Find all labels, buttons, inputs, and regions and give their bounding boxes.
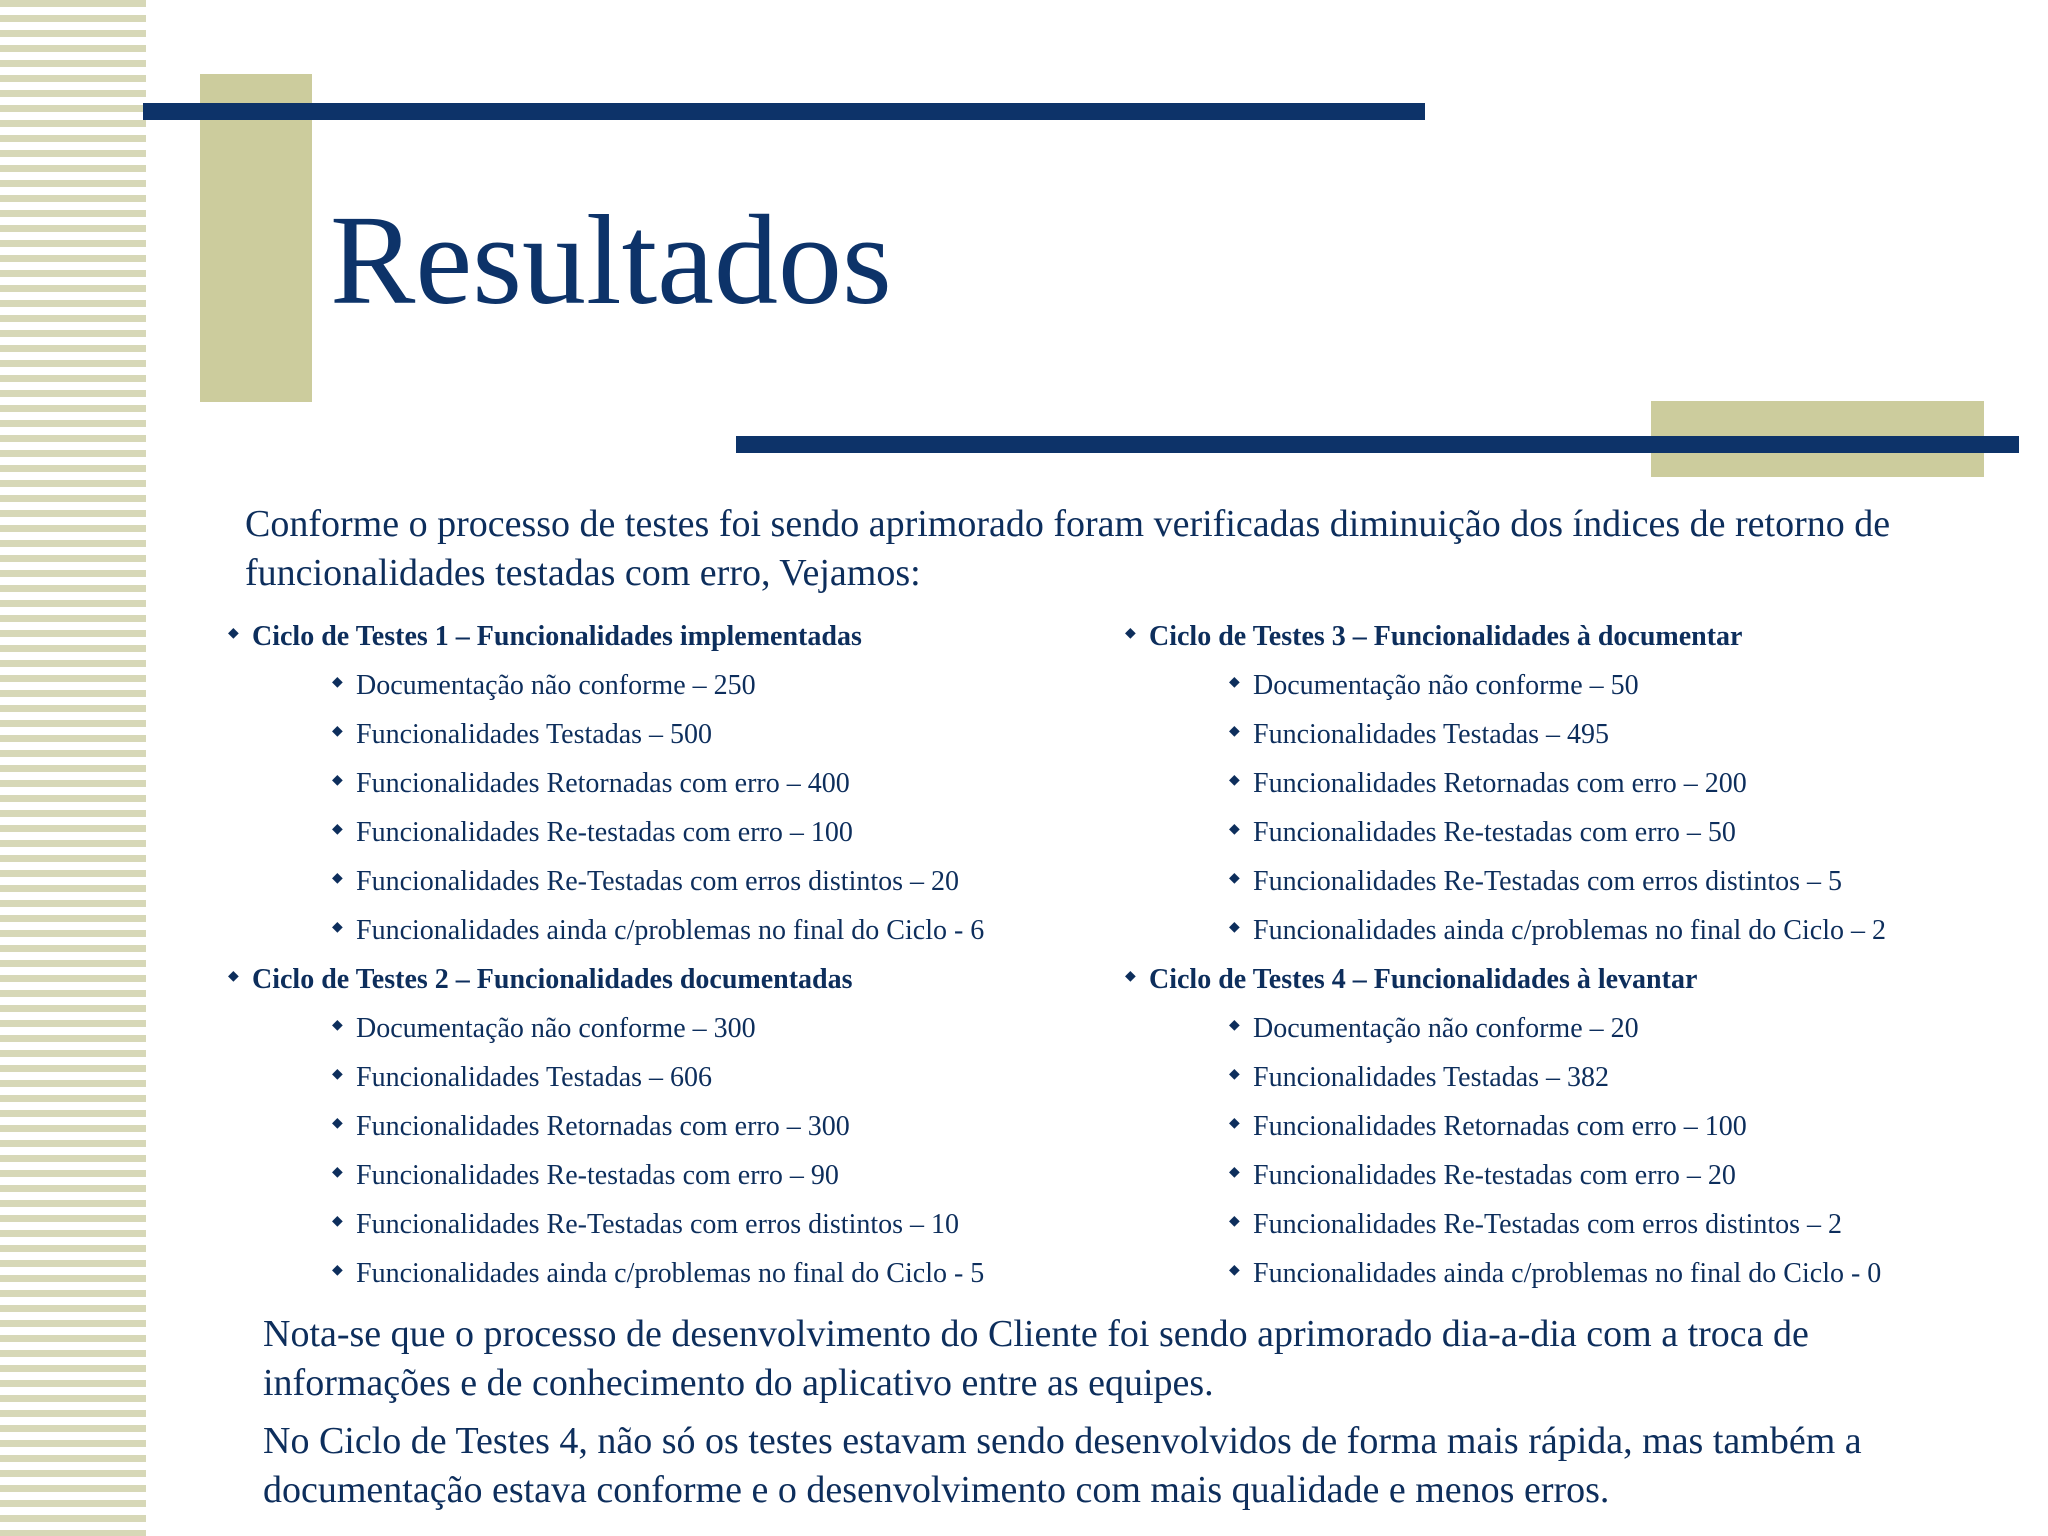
cycles-column-right	[1123, 612, 2003, 1298]
cycle-item	[226, 661, 1106, 710]
cycle-item	[1123, 1004, 2003, 1053]
slide-title: Resultados	[330, 189, 892, 331]
cycle-item	[226, 1151, 1106, 1200]
cycle-item	[226, 1200, 1106, 1249]
diamond-bullet-icon: ◆	[1125, 626, 1136, 641]
diamond-bullet-icon: ◆	[228, 969, 239, 984]
diamond-bullet-icon: ◆	[332, 1116, 343, 1131]
cycle-item-text: Funcionalidades Re-testadas com erro – 20	[1253, 1160, 1736, 1191]
diamond-bullet-icon: ◆	[332, 1018, 343, 1033]
diamond-bullet-icon: ◆	[332, 1214, 343, 1229]
cycle-heading-text: Ciclo de Testes 3 – Funcionalidades à documentar	[1149, 621, 1743, 652]
conclusion-notes	[263, 1310, 1993, 1524]
cycle-heading	[226, 955, 1106, 1004]
cycle-item-text: Funcionalidades Retornadas com erro – 200	[1253, 768, 1747, 799]
cycle-item-text: Funcionalidades Testadas – 382	[1253, 1062, 1610, 1093]
navy-rule-top	[143, 103, 1425, 120]
cycle-item	[226, 1053, 1106, 1102]
cycle-item	[1123, 1249, 2003, 1298]
cycle-item-text: Documentação não conforme – 300	[356, 1013, 756, 1044]
cycle-item-text: Funcionalidades Re-Testadas com erros distintos – 2	[1253, 1209, 1843, 1240]
decorative-stripes	[0, 0, 146, 1536]
diamond-bullet-icon: ◆	[332, 920, 343, 935]
cycle-item-text: Documentação não conforme – 50	[1253, 670, 1639, 701]
diamond-bullet-icon: ◆	[1229, 1116, 1240, 1131]
diamond-bullet-icon: ◆	[1229, 1263, 1240, 1278]
cycle-item-text: Funcionalidades ainda c/problemas no final do Ciclo - 6	[356, 915, 985, 946]
diamond-bullet-icon: ◆	[332, 724, 343, 739]
cycle-heading	[1123, 612, 2003, 661]
navy-rule-bottom	[736, 436, 2019, 453]
diamond-bullet-icon: ◆	[1229, 920, 1240, 935]
cycle-item	[1123, 808, 2003, 857]
diamond-bullet-icon: ◆	[1125, 969, 1136, 984]
cycle-item	[226, 1004, 1106, 1053]
diamond-bullet-icon: ◆	[332, 675, 343, 690]
diamond-bullet-icon: ◆	[332, 871, 343, 886]
diamond-bullet-icon: ◆	[1229, 1165, 1240, 1180]
diamond-bullet-icon: ◆	[332, 1263, 343, 1278]
cycle-item	[1123, 1102, 2003, 1151]
cycle-item	[1123, 1200, 2003, 1249]
diamond-bullet-icon: ◆	[1229, 675, 1240, 690]
cycle-item	[1123, 1151, 2003, 1200]
diamond-bullet-icon: ◆	[332, 1067, 343, 1082]
cycle-item-text: Funcionalidades Testadas – 495	[1253, 719, 1610, 750]
cycle-item-text: Documentação não conforme – 20	[1253, 1013, 1639, 1044]
cycle-item-text: Funcionalidades Re-Testadas com erros distintos – 10	[356, 1209, 960, 1240]
cycle-heading	[226, 612, 1106, 661]
cycles-column-left	[226, 612, 1106, 1298]
cycle-item	[226, 1102, 1106, 1151]
cycle-item	[1123, 759, 2003, 808]
cycle-item	[1123, 710, 2003, 759]
cycle-item-text: Documentação não conforme – 250	[356, 670, 756, 701]
diamond-bullet-icon: ◆	[332, 822, 343, 837]
diamond-bullet-icon: ◆	[1229, 871, 1240, 886]
diamond-bullet-icon: ◆	[1229, 773, 1240, 788]
note-paragraph: Nota-se que o processo de desenvolvimento do Cliente foi sendo aprimorado dia-a-dia com a troca de informações e de conhecimento do aplicativo entre as equipes.	[263, 1313, 1809, 1404]
cycle-item-text: Funcionalidades Retornadas com erro – 400	[356, 768, 850, 799]
cycle-item-text: Funcionalidades Re-Testadas com erros distintos – 5	[1253, 866, 1843, 897]
diamond-bullet-icon: ◆	[1229, 1018, 1240, 1033]
cycle-item	[226, 710, 1106, 759]
cycle-item-text: Funcionalidades Re-testadas com erro – 50	[1253, 817, 1736, 848]
cycle-item	[226, 857, 1106, 906]
cycle-item	[226, 906, 1106, 955]
diamond-bullet-icon: ◆	[1229, 1067, 1240, 1082]
cycle-item-text: Funcionalidades Re-testadas com erro – 100	[356, 817, 853, 848]
cycle-item	[1123, 857, 2003, 906]
cycle-item-text: Funcionalidades ainda c/problemas no final do Ciclo – 2	[1253, 915, 1886, 946]
cycle-item	[1123, 661, 2003, 710]
cycle-item-text: Funcionalidades Retornadas com erro – 100	[1253, 1111, 1747, 1142]
note-paragraph: No Ciclo de Testes 4, não só os testes estavam sendo desenvolvidos de forma mais rápida, mas também a documentação estava conforme e o desenvolvimento com mais qualidade e menos erros.	[263, 1420, 1862, 1511]
diamond-bullet-icon: ◆	[1229, 724, 1240, 739]
cycle-item-text: Funcionalidades Re-testadas com erro – 90	[356, 1160, 839, 1191]
tan-accent-block-top	[200, 74, 312, 402]
cycle-item	[226, 759, 1106, 808]
cycle-heading	[1123, 955, 2003, 1004]
cycle-item	[226, 808, 1106, 857]
cycle-item-text: Funcionalidades Testadas – 500	[356, 719, 713, 750]
cycle-item-text: Funcionalidades Testadas – 606	[356, 1062, 713, 1093]
cycle-item	[1123, 1053, 2003, 1102]
cycle-item-text: Funcionalidades ainda c/problemas no final do Ciclo - 5	[356, 1258, 985, 1289]
diamond-bullet-icon: ◆	[1229, 822, 1240, 837]
intro-paragraph: Conforme o processo de testes foi sendo aprimorado foram verificadas diminuição dos índices de retorno de funcionalidades testadas com erro, Vejamos:	[245, 503, 1891, 594]
cycle-heading-text: Ciclo de Testes 4 – Funcionalidades à levantar	[1149, 964, 1698, 995]
cycle-item	[1123, 906, 2003, 955]
cycle-item	[226, 1249, 1106, 1298]
diamond-bullet-icon: ◆	[228, 626, 239, 641]
cycle-item-text: Funcionalidades Re-Testadas com erros distintos – 20	[356, 866, 960, 897]
cycle-heading-text: Ciclo de Testes 2 – Funcionalidades documentadas	[252, 964, 853, 995]
cycle-heading-text: Ciclo de Testes 1 – Funcionalidades implementadas	[252, 621, 862, 652]
diamond-bullet-icon: ◆	[332, 773, 343, 788]
cycle-item-text: Funcionalidades Retornadas com erro – 300	[356, 1111, 850, 1142]
diamond-bullet-icon: ◆	[332, 1165, 343, 1180]
cycle-item-text: Funcionalidades ainda c/problemas no final do Ciclo - 0	[1253, 1258, 1882, 1289]
diamond-bullet-icon: ◆	[1229, 1214, 1240, 1229]
